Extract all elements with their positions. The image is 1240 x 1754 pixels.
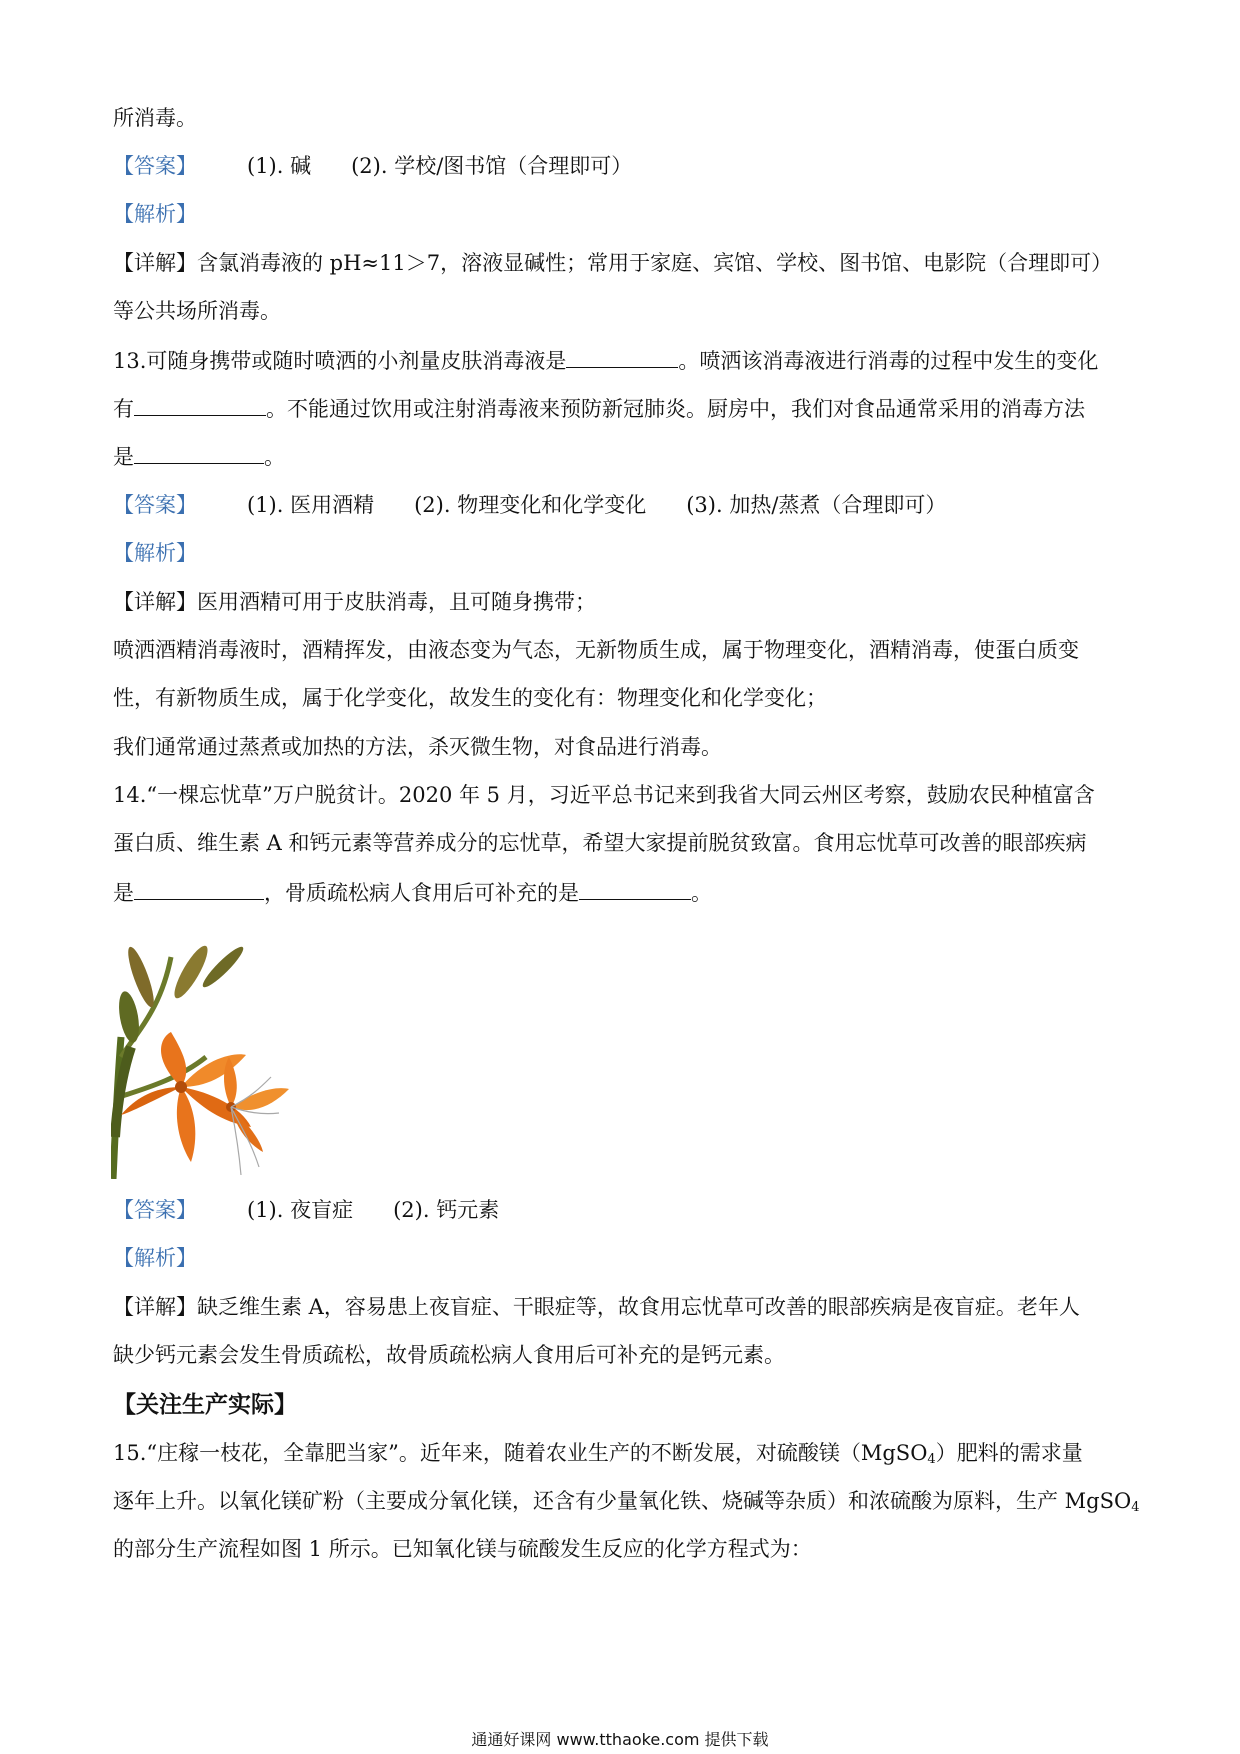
q14-line-3 <box>113 877 1133 908</box>
day-lily-image <box>111 937 311 1179</box>
q13-line-1 <box>113 345 1133 376</box>
answer-blank <box>566 345 678 368</box>
q13-text-2b: 。不能通过饮用或注射消毒液来预防新冠肺炎。厨房中，我们对食品通常采用的消毒方法 <box>266 397 1085 421</box>
q14-answer-row <box>113 1195 1133 1225</box>
subscript-4: 4 <box>1131 1500 1140 1515</box>
section-title: 【关注生产实际】 <box>113 1391 297 1418</box>
answer-label: 【答案】 <box>113 1198 197 1222</box>
q13-text-1b: 。喷洒该消毒液进行消毒的过程中发生的变化 <box>678 349 1099 373</box>
q12-detail-text: 含氯消毒液的 pH≈11＞7，溶液显碱性；常用于家庭、宾馆、学校、图书馆、电影院（合理即可） <box>197 251 1113 275</box>
q13-text-3a: 是 <box>113 445 134 469</box>
q13-detail-line-2: 喷洒酒精消毒液时，酒精挥发，由液态变为气态，无新物质生成，属于物理变化，酒精消毒，使蛋白质变 <box>113 638 1079 662</box>
q15-line-3: 的部分生产流程如图 1 所示。已知氧化镁与硫酸发生反应的化学方程式为： <box>113 1537 812 1561</box>
subscript-4: 4 <box>927 1452 936 1467</box>
q14-answer-2: (2). 钙元素 <box>393 1198 500 1222</box>
q13-line-3 <box>113 441 1133 472</box>
detail-label: 【详解】 <box>113 1295 197 1319</box>
q14-answer-1: (1). 夜盲症 <box>247 1198 354 1222</box>
intro-end: 所消毒。 <box>113 106 197 130</box>
answer-label: 【答案】 <box>113 154 197 178</box>
flower-petals <box>121 1032 289 1162</box>
q13-detail-line-3: 性，有新物质生成，属于化学变化，故发生的变化有：物理变化和化学变化； <box>113 686 827 710</box>
q13-detail-line <box>113 587 1133 617</box>
q14-text-3b: ，骨质疏松病人食用后可补充的是 <box>264 881 579 905</box>
answer-blank <box>134 441 264 464</box>
q15-line-1 <box>113 1438 1133 1475</box>
flower-buds <box>116 942 247 1044</box>
q13-detail-line-4: 我们通常通过蒸煮或加热的方法，杀灭微生物，对食品进行消毒。 <box>113 735 722 759</box>
q13-line-2 <box>113 393 1133 424</box>
q14-text-3a: 是 <box>113 881 134 905</box>
q14-detail-text: 缺乏维生素 A，容易患上夜盲症、干眼症等，故食用忘忧草可改善的眼部疾病是夜盲症。老年人 <box>197 1295 1080 1319</box>
q12-detail-line-2: 等公共场所消毒。 <box>113 299 281 323</box>
q13-answer-row <box>113 490 1133 520</box>
footer: 通通好课网 www.tthaoke.com 提供下载 <box>471 1730 769 1749</box>
analysis-label: 【解析】 <box>113 541 197 565</box>
q14-line-2: 蛋白质、维生素 A 和钙元素等营养成分的忘忧草，希望大家提前脱贫致富。食用忘忧草可改善的眼部疾病 <box>113 831 1087 855</box>
q12-answer-row <box>113 151 1133 181</box>
q12-detail-line <box>113 248 1133 278</box>
q14-line-1: 14.“一棵忘忧草”万户脱贫计。2020 年 5 月，习近平总书记来到我省大同云州区考察，鼓励农民种植富含 <box>113 783 1095 807</box>
answer-blank <box>579 877 691 900</box>
q15-text-2a: 逐年上升。以氧化镁矿粉（主要成分氧化镁，还含有少量氧化铁、烧碱等杂质）和浓硫酸为原料，生产 MgSO <box>113 1489 1132 1513</box>
q13-text-1a: 13.可随身携带或随时喷洒的小剂量皮肤消毒液是 <box>113 349 567 373</box>
detail-label: 【详解】 <box>113 590 197 614</box>
analysis-label: 【解析】 <box>113 202 197 226</box>
answer-blank <box>134 393 266 416</box>
q13-text-2a: 有 <box>113 397 134 421</box>
answer-label: 【答案】 <box>113 493 197 517</box>
detail-label: 【详解】 <box>113 251 197 275</box>
q13-answer-1: (1). 医用酒精 <box>247 493 375 517</box>
q13-answer-3: (3). 加热/蒸煮（合理即可） <box>686 493 947 517</box>
q14-text-3c: 。 <box>691 881 712 905</box>
q15-text-1b: ）肥料的需求量 <box>935 1441 1083 1465</box>
q12-answer-2: (2). 学校/图书馆（合理即可） <box>351 154 633 178</box>
q13-detail-text: 医用酒精可用于皮肤消毒，且可随身携带； <box>197 590 596 614</box>
q14-detail-line-2: 缺少钙元素会发生骨质疏松，故骨质疏松病人食用后可补充的是钙元素。 <box>113 1343 785 1367</box>
analysis-label: 【解析】 <box>113 1246 197 1270</box>
q15-text-1a: 15.“庄稼一枝花，全靠肥当家”。近年来，随着农业生产的不断发展，对硫酸镁（MgSO <box>113 1441 928 1465</box>
q15-line-2 <box>113 1486 1140 1523</box>
q12-answer-1: (1). 碱 <box>247 154 312 178</box>
q14-detail-line <box>113 1292 1133 1322</box>
q13-text-3b: 。 <box>264 445 285 469</box>
q13-answer-2: (2). 物理变化和化学变化 <box>414 493 647 517</box>
answer-blank <box>134 877 264 900</box>
